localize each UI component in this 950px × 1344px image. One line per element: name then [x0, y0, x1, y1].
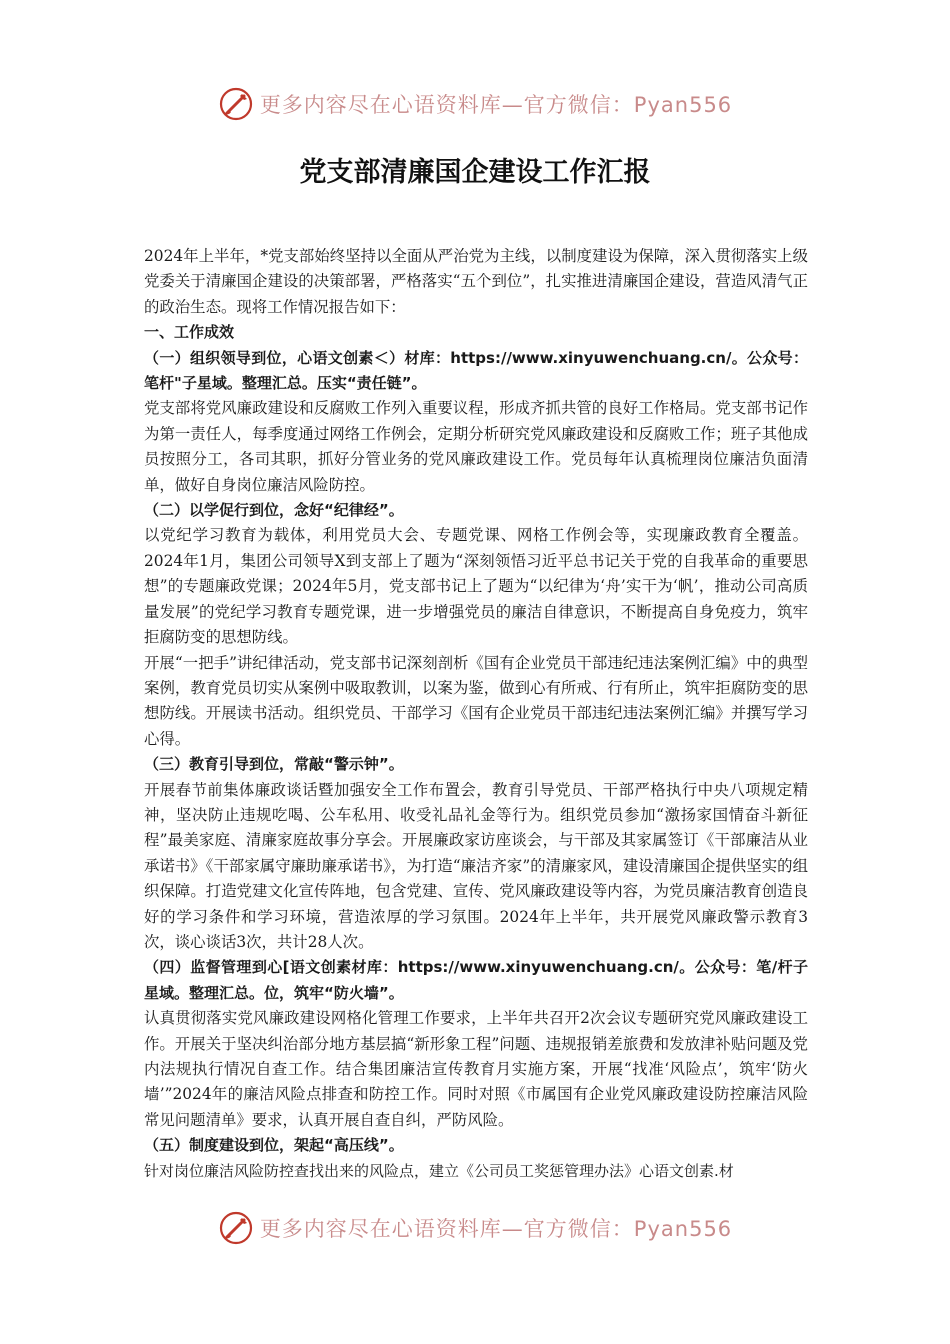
subheading-1: （一）组织领导到位，心语文创素＜）材库：https://www.xinyuwenchuang.cn/。公众号：笔杆"子星域。整理汇总。压实“责任链”。 — [144, 348, 808, 393]
subheading-4: （四）监督管理到心[语文创素材库：https://www.xinyuwenchuang.cn/。公众号：笔/杆子星域。整理汇总。位，筑牢“防火墙”。 — [144, 958, 808, 1002]
top-banner — [0, 84, 950, 124]
body-paragraph: 开展“一把手”讲纪律活动，党支部书记深刻剖析《国有企业党员干部违纪违法案例汇编》中的典型案例，教育党员切实从案例中吸取教训，以案为鉴，做到心有所戒、行有所止，筑牢拒腐防变的思想防线。开展读书活动。组织党员、干部学习《国有企业党员干部违纪违法案例汇编》并撰写学习心得。 — [144, 653, 808, 748]
banner-text: 更多内容尽在心语资料库—官方微信：Pyan556 — [259, 1217, 733, 1241]
body-paragraph: 以党纪学习教育为载体，利用党员大会、专题党课、网格工作例会等，实现廉政教育全覆盖。2024年1月，集团公司领导X到支部上了题为“深刻领悟习近平总书记关于党的自我革命的重要思想”的专题廉政党课；2024年5月，党支部书记上了题为“以纪律为‘舟’实干为‘帆’，推动公司高质量发展”的党纪学习教育专题党课，进一步增强党员的廉洁自律意识，不断提高自身免疫力，筑牢拒腐防变的思想防线。 — [144, 526, 808, 647]
document-body — [144, 244, 808, 1184]
subheading-2: （二）以学促行到位，念好“纪律经”。 — [144, 501, 404, 520]
subheading-3: （三）教育引导到位，常敲“警示钟”。 — [144, 755, 404, 774]
bottom-banner — [0, 1208, 950, 1248]
document-title: 党支部清廉国企建设工作汇报 — [299, 157, 651, 188]
intro-paragraph: 2024年上半年，*党支部始终坚持以全面从严治党为主线，以制度建设为保障，深入贯彻落实上级党委关于清廉国企建设的决策部署，严格落实“五个到位”，扎实推进清廉国企建设，营造风清气正的政治生态。现将工作情况报告如下： — [144, 247, 808, 316]
body-paragraph: 开展春节前集体廉政谈话暨加强安全工作布置会，教育引导党员、干部严格执行中央八项规定精神，坚决防止违规吃喝、公车私用、收受礼品礼金等行为。组织党员参加“激扬家国情奋斗新征程”最美家庭、清廉家庭故事分享会。开展廉政家访座谈会，与干部及其家属签订《干部廉洁从业承诺书》《干部家属守廉助廉承诺书》，为打造“廉洁齐家”的清廉家风，建设清廉国企提供坚实的组织保障。打造党建文化宣传阵地，包含党建、宣传、党风廉政建设等内容，为党员廉洁教育创造良好的学习条件和学习环境，营造浓厚的学习氛围。2024年上半年，共开展党风廉政警示教育3次，谈心谈话3次，共计28人次。 — [144, 780, 808, 951]
body-paragraph: 认真贯彻落实党风廉政建设网格化管理工作要求，上半年共召开2次会议专题研究党风廉政建设工作。开展关于坚决纠治部分地方基层搞“新形象工程”问题、违规报销差旅费和发放津补贴问题及党内法规执行情况自查工作。结合集团廉洁宣传教育月实施方案，开展“找准‘风险点’，筑牢‘防火墙’”2024年的廉洁风险点排查和防控工作。同时对照《市属国有企业党风廉政建设防控廉洁风险常见问题清单》要求，认真开展自查自纠，严防风险。 — [144, 1009, 808, 1129]
banner-text: 更多内容尽在心语资料库—官方微信：Pyan556 — [259, 93, 733, 117]
section-heading-1: 一、工作成效 — [144, 323, 235, 342]
subheading-5: （五）制度建设到位，架起“高压线”。 — [144, 1136, 404, 1155]
body-paragraph: 针对岗位廉洁风险防控查找出来的风险点，建立《公司员工奖惩管理办法》心语文创素.材 — [144, 1161, 734, 1180]
body-paragraph: 党支部将党风廉政建设和反腐败工作列入重要议程，形成齐抓共管的良好工作格局。党支部书记作为第一责任人，每季度通过网络工作例会，定期分析研究党风廉政建设和反腐败工作；班子其他成员按照分工，各司其职，抓好分管业务的党风廉政建设工作。党员每年认真梳理岗位廉洁负面清单，做好自身岗位廉洁风险防控。 — [144, 399, 808, 494]
brush-logo-icon — [218, 1210, 254, 1246]
brush-logo-icon — [218, 86, 254, 122]
